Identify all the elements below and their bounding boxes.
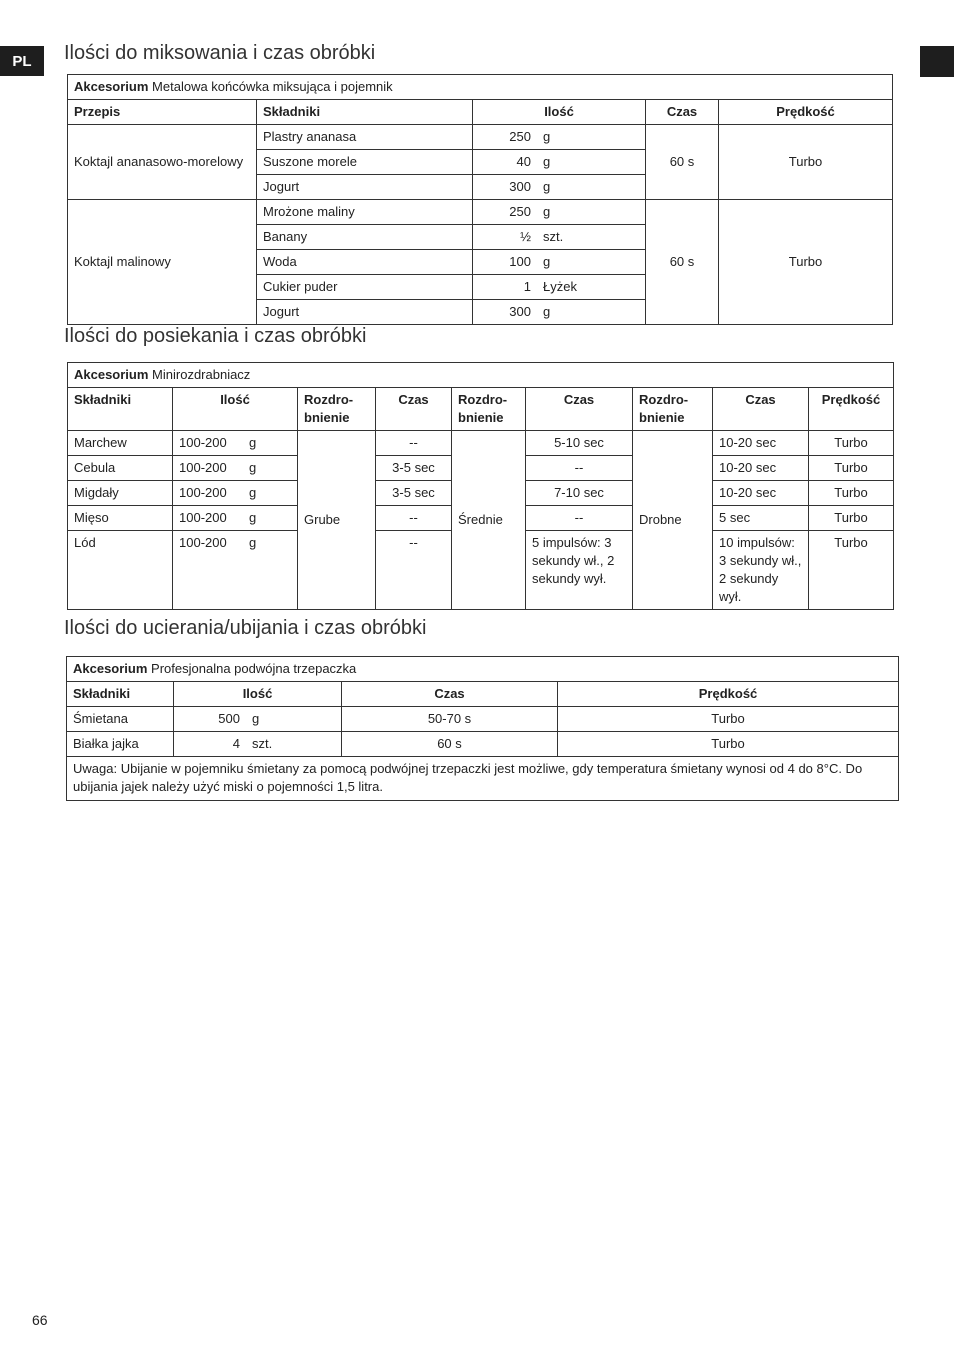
table-row: Suszone morele 40 g xyxy=(68,150,893,175)
table-header: Składniki Ilość Rozdro- bnienie Czas Rozdro- bnienie Czas Rozdro- bnienie Czas Prędkość xyxy=(68,388,894,431)
section2-title: Ilości do posiekania i czas obróbki xyxy=(64,325,367,347)
mixing-table xyxy=(67,74,893,325)
accessory-row: Akcesorium Metalowa końcówka miksująca i pojemnik xyxy=(68,75,893,100)
table-row: Marchew 100-200 g Grube -- Średnie 5-10 sec Drobne 10-20 sec Turbo xyxy=(68,431,894,456)
table-row: Mięso 100-200 g -- -- 5 sec Turbo xyxy=(68,506,894,531)
table-row: Koktajl malinowy Mrożone maliny 250 g 60 s Turbo xyxy=(68,200,893,225)
section3-title: Ilości do ucierania/ubijania i czas obróbki xyxy=(64,617,427,639)
table-row: Cebula 100-200 g 3-5 sec -- 10-20 sec Turbo xyxy=(68,456,894,481)
table-row: Śmietana 500 g 50-70 s Turbo xyxy=(67,707,899,732)
table-row: Banany ½ szt. xyxy=(68,225,893,250)
table-row: Jogurt 300 g xyxy=(68,300,893,325)
table-row: Białka jajka 4 szt. 60 s Turbo xyxy=(67,732,899,757)
accessory-row: Akcesorium Profesjonalna podwójna trzepaczka xyxy=(67,657,899,682)
recipe-name: Koktajl malinowy xyxy=(68,200,257,325)
table-row: Jogurt 300 g xyxy=(68,175,893,200)
table-header: Przepis Składniki Ilość Czas Prędkość xyxy=(68,100,893,125)
language-tab: PL xyxy=(0,46,44,76)
chopping-table xyxy=(67,362,894,610)
table-row: Cukier puder 1 Łyżek xyxy=(68,275,893,300)
section1-title: Ilości do miksowania i czas obróbki xyxy=(64,42,376,64)
table-row: Lód 100-200 g -- 5 impulsów: 3 sekundy wł., 2 sekundy wył. 10 impulsów: 3 sekundy wł., 2 sekundy wył. Turbo xyxy=(68,531,894,610)
table-header: Składniki Ilość Czas Prędkość xyxy=(67,682,899,707)
whisking-table xyxy=(66,656,899,801)
page-number: 66 xyxy=(32,1312,48,1328)
table-row: Migdały 100-200 g 3-5 sec 7-10 sec 10-20 sec Turbo xyxy=(68,481,894,506)
table-row: Woda 100 g xyxy=(68,250,893,275)
note: Uwaga: Ubijanie w pojemniku śmietany za pomocą podwójnej trzepaczki jest możliwe, gdy temperatura śmietany wynosi od 4 do 8°C. Do ubijania jajek należy użyć miski o pojemności 1,5 litra. xyxy=(67,757,899,801)
recipe-name: Koktajl ananasowo-morelowy xyxy=(68,125,257,200)
corner-marker xyxy=(920,46,954,77)
table-row: Koktajl ananasowo-morelowy Plastry ananasa 250 g 60 s Turbo xyxy=(68,125,893,150)
accessory-row: Akcesorium Minirozdrabniacz xyxy=(68,363,894,388)
